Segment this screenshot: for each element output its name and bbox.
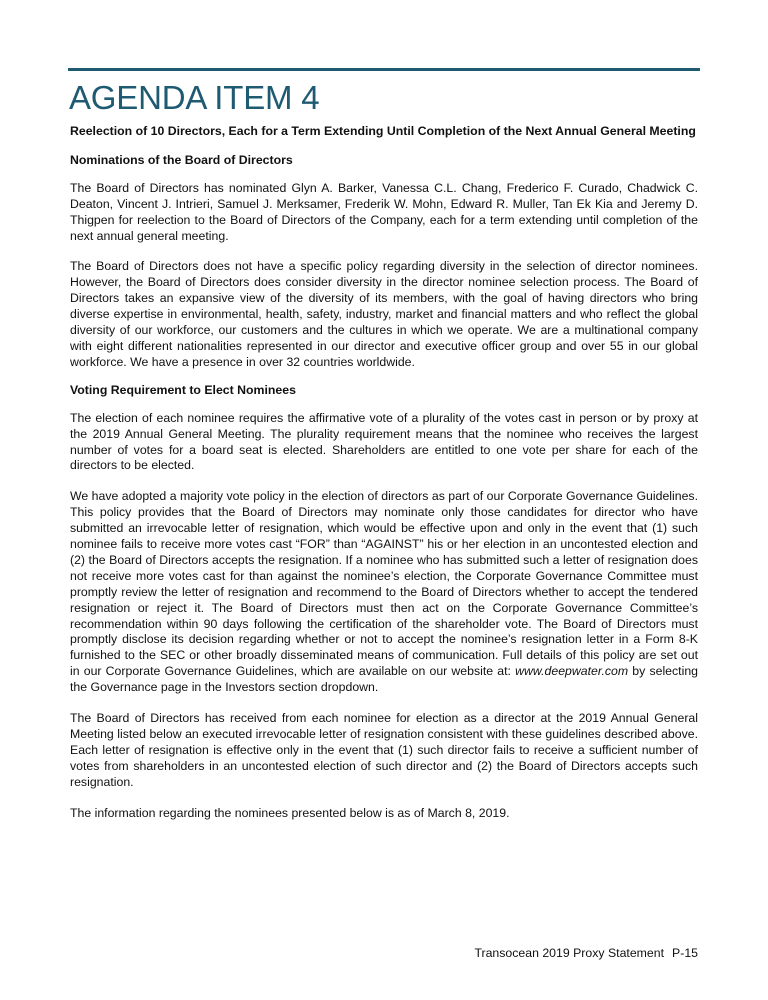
paragraph-diversity: The Board of Directors does not have a specific policy regarding diversity in the selection of director nominees. However, the Board of Directors does consider diversity in the director nominee selection process. The Board of Directors takes an expansive view of the diversity of its members, with the goal of having directors who bring diverse expertise in environmental, health, safety, industry, market and financial matters and who reflect the global diversity of our workforce, our customers and the cultures in which we operate. We are a multinational company with eight different nationalities represented in our director and executive officer group and over 55 in our global workforce. We have a presence in over 32 countries worldwide.	[70, 259, 698, 369]
paragraph-nominees: The Board of Directors has nominated Glyn A. Barker, Vanessa C.L. Chang, Frederico F. Curado, Chadwick C. Deaton, Vincent J. Intrieri, Samuel J. Merksamer, Frederik W. Mohn, Edward R. Muller, Tan Ek Kia and Jeremy D. Thigpen for reelection to the Board of Directors of the Company, each for a term extending until completion of the next annual general meeting.	[70, 180, 698, 243]
website-link[interactable]: www.deepwater.com	[515, 664, 629, 679]
policy-text-end: by selecting the Governance page in the Investors section dropdown.	[70, 664, 698, 695]
policy-text: We have adopted a majority vote policy in the election of directors as part of our Corporate Governance Guidelines. This policy provides that the Board of Directors may nominate only those candidates for director who have submitted an irrevocable letter of resignation, which would be effective upon and only in the event that (1) such nominee fails to receive more votes cast “FOR” than “AGAINST” his or her election in an uncontested election and (2) the Board of Directors accepts the resignation. If a nominee who has submitted such a letter of resignation does not receive more votes cast for than against the nominee’s election, the Corporate Governance Committee must promptly review the letter of resignation and recommend to the Board of Directors whether to accept the tendered resignation or reject it. The Board of Directors must then act on the Corporate Governance Committee’s recommendation within 90 days following the certification of the shareholder vote. The Board of Directors must promptly disclose its decision regarding whether or not to accept the nominee’s resignation letter in a Form 8-K furnished to the SEC or other broadly disseminated means of communication. Full details of this policy are set out in our Corporate Governance Guidelines, which are available on our website at:	[70, 489, 698, 679]
paragraph-plurality: The election of each nominee requires the affirmative vote of a plurality of the votes cast in person or by proxy at the 2019 Annual General Meeting. The plurality requirement means that the nominee who receives the largest number of votes for a board seat is elected. Shareholders are entitled to one vote per share for each of the directors to be elected.	[70, 410, 698, 473]
header-rule	[68, 68, 700, 71]
section-heading-voting-requirement: Voting Requirement to Elect Nominees	[70, 382, 296, 397]
agenda-item-subtitle: Reelection of 10 Directors, Each for a Term Extending Until Completion of the Next Annual General Meeting	[70, 124, 696, 138]
paragraph-info-date: The information regarding the nominees presented below is as of March 8, 2019.	[70, 805, 510, 820]
footer-document-title: Transocean 2019 Proxy Statement	[474, 946, 665, 960]
page-footer	[474, 946, 698, 960]
paragraph-resignation-letters: The Board of Directors has received from each nominee for election as a director at the 2019 Annual General Meeting listed below an executed irrevocable letter of resignation consistent with these guidelines described above. Each letter of resignation is effective only in the event that (1) such director fails to receive a sufficient number of votes from shareholders in an uncontested election of such director and (2) the Board of Directors accepts such resignation.	[70, 711, 698, 789]
section-heading-nominations: Nominations of the Board of Directors	[70, 152, 293, 167]
page-title: AGENDA ITEM 4	[69, 79, 320, 116]
paragraph-majority-vote-policy	[70, 489, 698, 696]
document-body	[70, 124, 698, 837]
page-number: P-15	[672, 946, 698, 960]
